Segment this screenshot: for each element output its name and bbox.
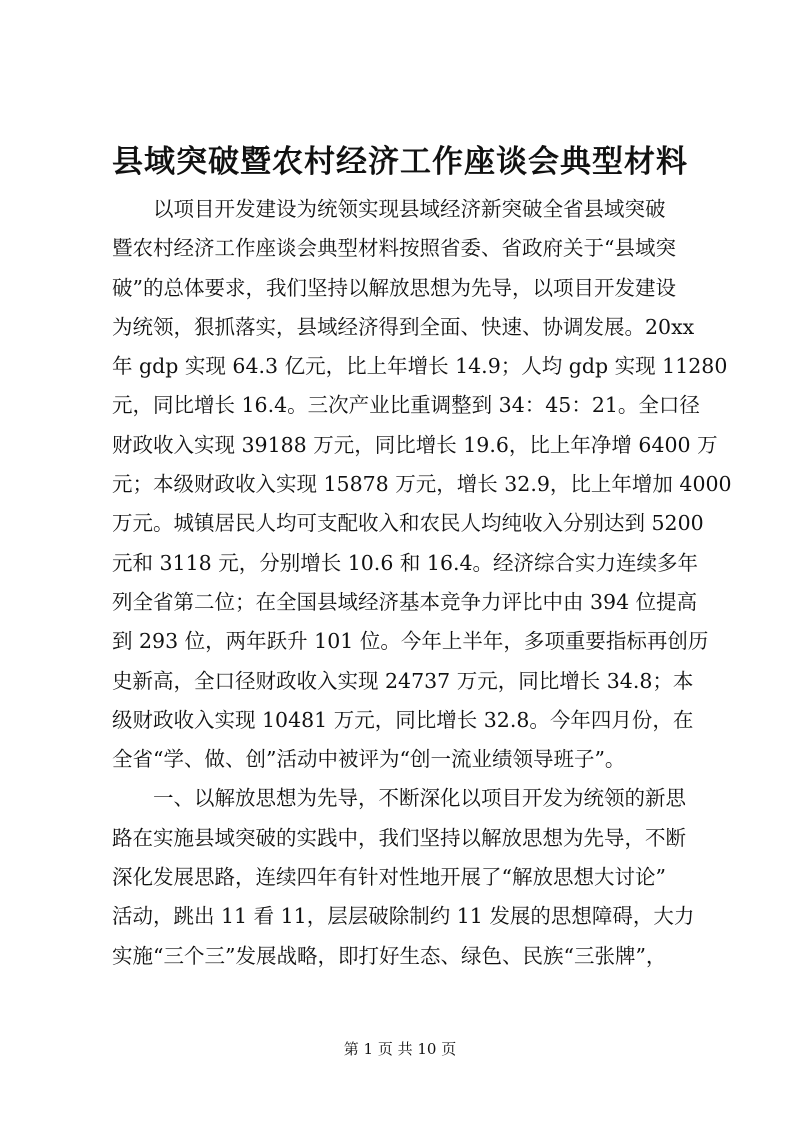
body-line: 元，同比增长 16.4。三次产业比重调整到 34：45：21。全口径 (112, 393, 700, 418)
page-footer: 第 1 页 共 10 页 (343, 1040, 457, 1058)
body-line: 实施“三个三”发展战略，即打好生态、绿色、民族“三张牌”， (112, 943, 667, 968)
body-line: 一、以解放思想为先导，不断深化以项目开发为统领的新思 (112, 786, 686, 811)
document-title: 县域突破暨农村经济工作座谈会典型材料 (112, 144, 688, 180)
body-line: 年 gdp 实现 64.3 亿元，比上年增长 14.9；人均 gdp 实现 11280 (112, 354, 728, 379)
body-line: 全省“学、做、创”活动中被评为“创一流业绩领导班子”。 (112, 747, 626, 772)
body-line: 到 293 位，两年跃升 101 位。今年上半年，多项重要指标再创历 (112, 629, 709, 654)
body-line: 万元。城镇居民人均可支配收入和农民人均纯收入分别达到 5200 (112, 511, 704, 536)
document-body (112, 190, 732, 976)
body-line: 深化发展思路，连续四年有针对性地开展了“解放思想大讨论” (112, 865, 666, 890)
body-line: 元；本级财政收入实现 15878 万元，增长 32.9，比上年增加 4000 (112, 472, 732, 497)
body-line: 史新高，全口径财政收入实现 24737 万元，同比增长 34.8；本 (112, 668, 694, 693)
body-line: 元和 3118 元，分别增长 10.6 和 16.4。经济综合实力连续多年 (112, 550, 699, 575)
body-line: 级财政收入实现 10481 万元，同比增长 32.8。今年四月份，在 (112, 707, 694, 732)
body-line: 活动，跳出 11 看 11，层层破除制约 11 发展的思想障碍，大力 (112, 904, 695, 929)
body-line: 列全省第二位；在全国县域经济基本竞争力评比中由 394 位提高 (112, 589, 698, 614)
body-line: 为统领，狠抓落实，县域经济得到全面、快速、协调发展。20xx (112, 314, 695, 339)
body-line: 暨农村经济工作座谈会典型材料按照省委、省政府关于“县域突 (112, 236, 676, 261)
body-line: 路在实施县域突破的实践中，我们坚持以解放思想为先导，不断 (112, 825, 686, 850)
body-line: 以项目开发建设为统领实现县域经济新突破全省县域突破 (112, 197, 666, 221)
body-line: 财政收入实现 39188 万元，同比增长 19.6，比上年净增 6400 万 (112, 432, 718, 457)
body-line: 破”的总体要求，我们坚持以解放思想为先导，以项目开发建设 (112, 275, 676, 300)
